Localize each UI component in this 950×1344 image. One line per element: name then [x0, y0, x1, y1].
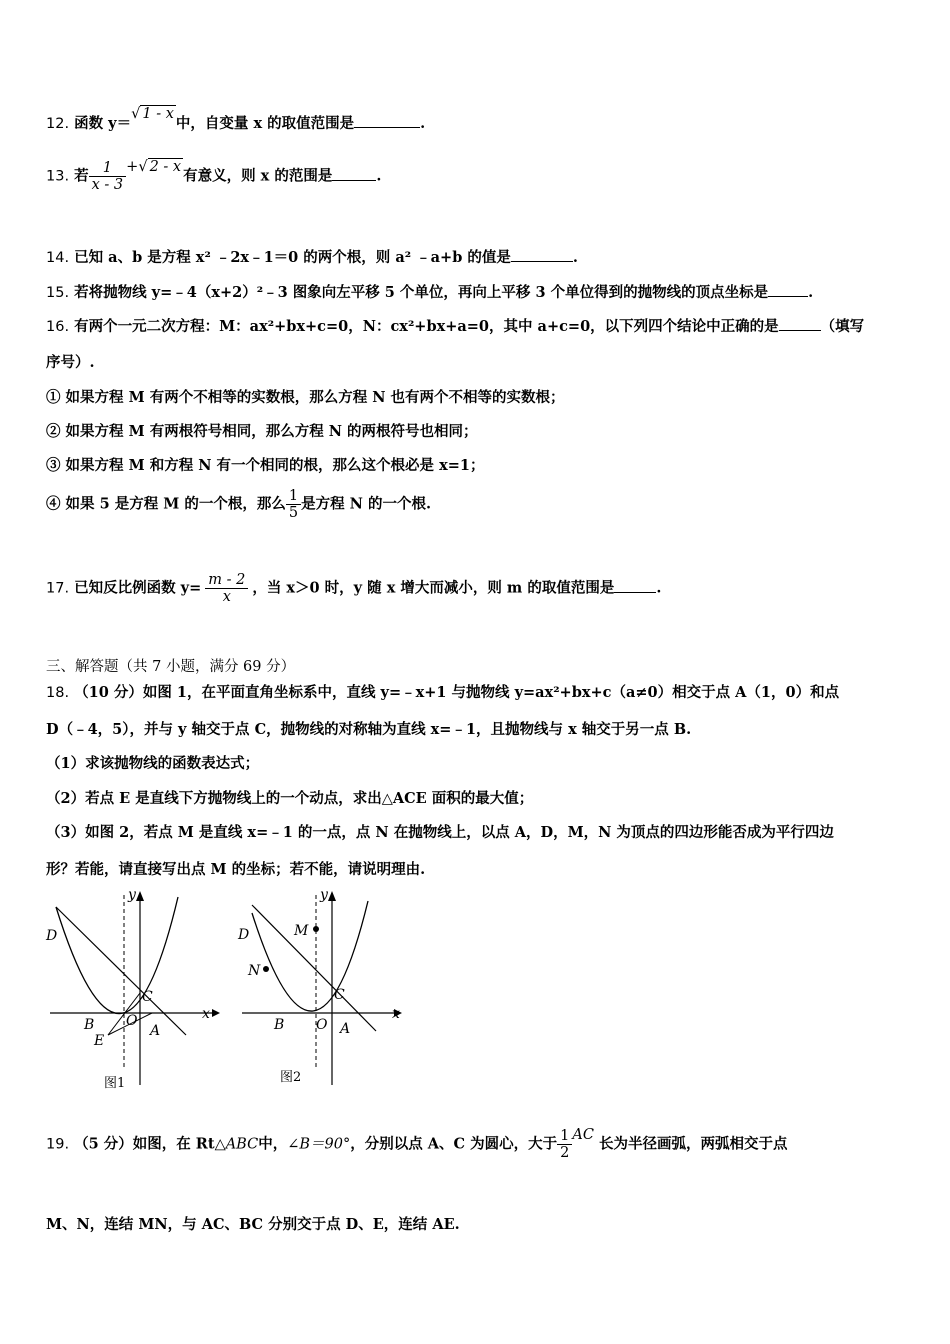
section-title: 三、解答题（共 7 小题，满分 69 分） — [46, 659, 296, 675]
question-number: 12. — [46, 116, 70, 132]
question-text: 已知 a、b 是方程 x² ﹣2x﹣1＝0 的两个根，则 a² ﹣a+b 的值是 — [74, 249, 511, 266]
line-DA — [252, 905, 376, 1031]
question-number: 16. — [46, 319, 70, 335]
question-16: 16. 有两个一元二次方程：M：ax²+bx+c=0，N：cx²+bx+a=0，其中 a+c=0，以下列四个结论中正确的是 （填写 — [46, 318, 865, 335]
point-M — [313, 926, 319, 932]
y-axis-arrow-icon — [136, 891, 144, 901]
label-D: D — [238, 927, 250, 943]
question-text: 序号）. — [46, 354, 95, 371]
label-A: A — [150, 1023, 161, 1039]
answer-blank[interactable] — [354, 113, 420, 128]
answer-blank[interactable] — [332, 166, 376, 181]
question-text: 函数 y＝ — [74, 115, 132, 132]
question-text: D（﹣4，5），并与 y 轴交于点 C，抛物线的对称轴为直线 x=﹣1，且抛物线与 x 轴交于另一点 B. — [46, 721, 692, 738]
sub-question-2: （2）若点 E 是直线下方抛物线上的一个动点，求出△ACE 面积的最大值； — [46, 790, 534, 807]
fraction: $\frac{1}{5}$ — [286, 488, 301, 521]
answer-blank[interactable] — [511, 247, 573, 262]
label-y: y — [320, 887, 328, 903]
question-text: （5 分）如图，在 Rt — [74, 1135, 215, 1153]
figure-2 — [236, 885, 416, 1099]
parabola — [252, 901, 368, 1011]
option-1: ① 如果方程 M 有两个不相等的实数根，那么方程 N 也有两个不相等的实数根； — [46, 389, 565, 406]
angle-expression: ∠B＝90° — [287, 1136, 351, 1153]
label-B: B — [84, 1017, 95, 1033]
question-number: 19. — [46, 1136, 70, 1153]
question-text: 若 — [74, 167, 89, 185]
question-number: 13. — [46, 168, 70, 185]
option-3: ③ 如果方程 M 和方程 N 有一个相同的根，那么这个根必是 x=1； — [46, 457, 485, 474]
option-2: ② 如果方程 M 有两根符号相同，那么方程 N 的两根符号也相同； — [46, 423, 478, 440]
question-number: 14. — [46, 250, 70, 266]
figure-caption: 图2 — [280, 1070, 302, 1085]
parabola — [56, 897, 178, 1014]
question-text: 中，自变量 x 的取值范围是 — [175, 115, 355, 132]
radical: √ 2 - x — [138, 158, 182, 175]
question-text: 有意义，则 x 的范围是 — [183, 167, 333, 185]
question-text: M、N，连结 MN，与 AC、BC 分别交于点 D、E，连结 AE. — [46, 1216, 460, 1233]
question-text: ，当 x＞0 时，y 随 x 增大而减小，则 m 的取值范围是 — [252, 579, 615, 597]
fraction: $\frac{1}{2}$ — [557, 1128, 572, 1161]
question-number: 17. — [46, 580, 70, 597]
answer-blank[interactable] — [768, 282, 808, 297]
label-O: O — [126, 1013, 138, 1029]
figure-1 — [44, 885, 224, 1099]
label-A: A — [340, 1021, 351, 1037]
sub-question-1: （1）求该抛物线的函数表达式； — [46, 755, 260, 772]
question-18 — [46, 681, 839, 702]
label-x: x — [202, 1006, 210, 1022]
question-15: 15. 若将抛物线 y=﹣4（x+2）²﹣3 图象向左平移 5 个单位，再向上平移 3 个单位得到的抛物线的顶点坐标是 . — [46, 284, 814, 301]
figure-1-graph — [44, 885, 224, 1095]
fraction: $\frac{m - 2}{x}$ — [205, 572, 248, 605]
question-13: 13. 若 $\frac{1}{x - 3}$ +√ 2 - x有意义，则 x 的范围是 . — [46, 158, 382, 193]
point-N — [263, 966, 269, 972]
option-4: ④ 如果 5 是方程 M 的一个根，那么 $\frac{1}{5}$ 是方程 N 的一个根. — [46, 488, 432, 521]
sub-question-3-cont: 形？若能，请直接写出点 M 的坐标；若不能，请说明理由. — [46, 861, 426, 878]
figure-2-graph — [236, 885, 416, 1095]
label-x: x — [392, 1006, 400, 1022]
question-19: 19. （5 分）如图，在 Rt△ABC中，∠B＝90°，分别以点 A、C 为圆心，大于 $\frac{1}{2}$ AC 长为半径画弧，两弧相交于点 — [46, 1126, 788, 1161]
question-text: 有两个一元二次方程：M：ax²+bx+c=0，N：cx²+bx+a=0，其中 a+c=0，以下列四个结论中正确的是 — [74, 318, 779, 335]
fraction: $\frac{1}{x - 3}$ — [89, 160, 127, 193]
question-text: 长为半径画弧，两弧相交于点 — [599, 1135, 788, 1153]
question-number: 18. — [46, 685, 70, 701]
question-text: 若将抛物线 y=﹣4（x+2）²﹣3 图象向左平移 5 个单位，再向上平移 3 个单位得到的抛物线的顶点坐标是 — [74, 284, 769, 301]
y-axis-arrow-icon — [328, 891, 336, 901]
question-17: 17. 已知反比例函数 y= $\frac{m - 2}{x}$ ，当 x＞0 时，y 随 x 增大而减小，则 m 的取值范围是 . — [46, 572, 662, 605]
sub-question-3: （3）如图 2，若点 M 是直线 x=﹣1 的一点，点 N 在抛物线上，以点 A，D，M，N 为顶点的四边形能否成为平行四边 — [46, 824, 834, 841]
question-number: 15. — [46, 285, 70, 301]
answer-blank[interactable] — [614, 578, 656, 593]
figure-caption: 图1 — [104, 1076, 126, 1091]
answer-blank[interactable] — [779, 316, 821, 331]
label-N: N — [248, 963, 261, 979]
radical: √ 1 - x — [131, 106, 174, 122]
label-y: y — [128, 887, 136, 903]
question-text: （10 分）如图 1，在平面直角坐标系中，直线 y=﹣x+1 与抛物线 y=ax²+bx+c（a≠0）相交于点 A（1，0）和点 — [74, 684, 840, 701]
label-D: D — [46, 928, 58, 944]
label-E: E — [94, 1033, 105, 1049]
question-text: 已知反比例函数 y= — [74, 579, 202, 597]
question-14: 14. 已知 a、b 是方程 x² ﹣2x﹣1＝0 的两个根，则 a² ﹣a+b 的值是 . — [46, 249, 578, 266]
line-DA — [56, 907, 186, 1035]
triangle-symbol: △ABC — [214, 1136, 259, 1153]
label-M: M — [294, 923, 309, 939]
question-12: 12. 函数 y＝√ 1 - x中，自变量 x 的取值范围是 . — [46, 106, 426, 132]
label-C: C — [142, 989, 153, 1005]
x-axis-arrow-icon — [212, 1009, 220, 1017]
label-O: O — [316, 1017, 328, 1033]
label-C: C — [334, 987, 345, 1003]
label-B: B — [274, 1017, 285, 1033]
